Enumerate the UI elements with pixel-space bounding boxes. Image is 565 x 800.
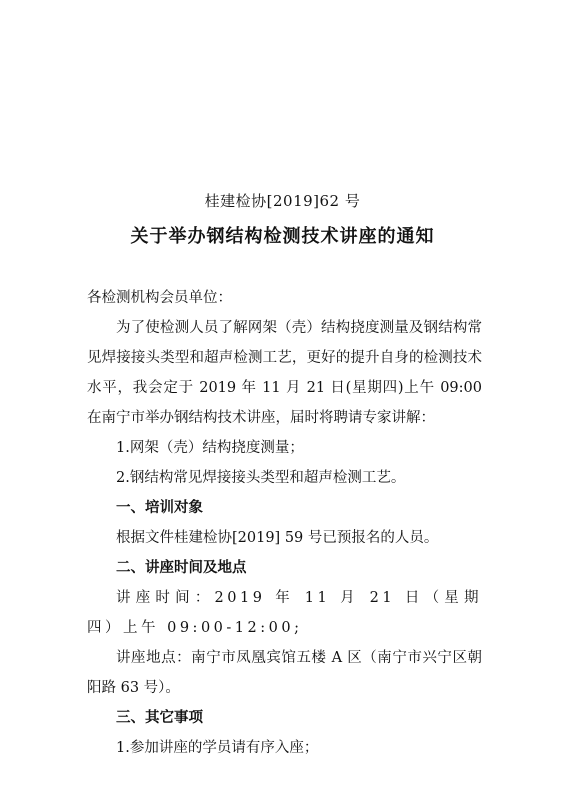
section-text: 讲座地点：南宁市凤凰宾馆五楼 A 区（南宁市兴宁区朝阳路 63 号）。 bbox=[87, 650, 482, 696]
section-heading: 二、讲座时间及地点 bbox=[116, 560, 247, 576]
document-title: 关于举办钢结构检测技术讲座的通知 bbox=[130, 226, 435, 247]
document-body bbox=[87, 283, 482, 763]
section-text: 1.参加讲座的学员请有序入座； bbox=[116, 740, 319, 756]
topic-item: 1.网架（壳）结构挠度测量； bbox=[116, 440, 304, 456]
section-text: 讲座时间：2019 年 11 月 21 日（星期四）上午 09:00-12:00; bbox=[87, 590, 482, 636]
intro-paragraph: 为了使检测人员了解网架（壳）结构挠度测量及钢结构常见焊接接头类型和超声检测工艺，更好的提升自身的检测技术水平，我会定于 2019 年 11 月 21 日(星期四)上午 09:00 在南宁市举办钢结构技术讲座，届时将聘请专家讲解： bbox=[87, 320, 482, 426]
document-number: 桂建检协[2019]62 号 bbox=[204, 192, 361, 210]
topic-item: 2.钢结构常见焊接接头类型和超声检测工艺。 bbox=[116, 470, 406, 486]
section-heading: 一、培训对象 bbox=[116, 500, 203, 516]
salutation: 各检测机构会员单位： bbox=[87, 290, 232, 306]
section-heading: 三、其它事项 bbox=[116, 710, 203, 726]
section-text: 根据文件桂建检协[2019] 59 号已预报名的人员。 bbox=[116, 530, 439, 546]
